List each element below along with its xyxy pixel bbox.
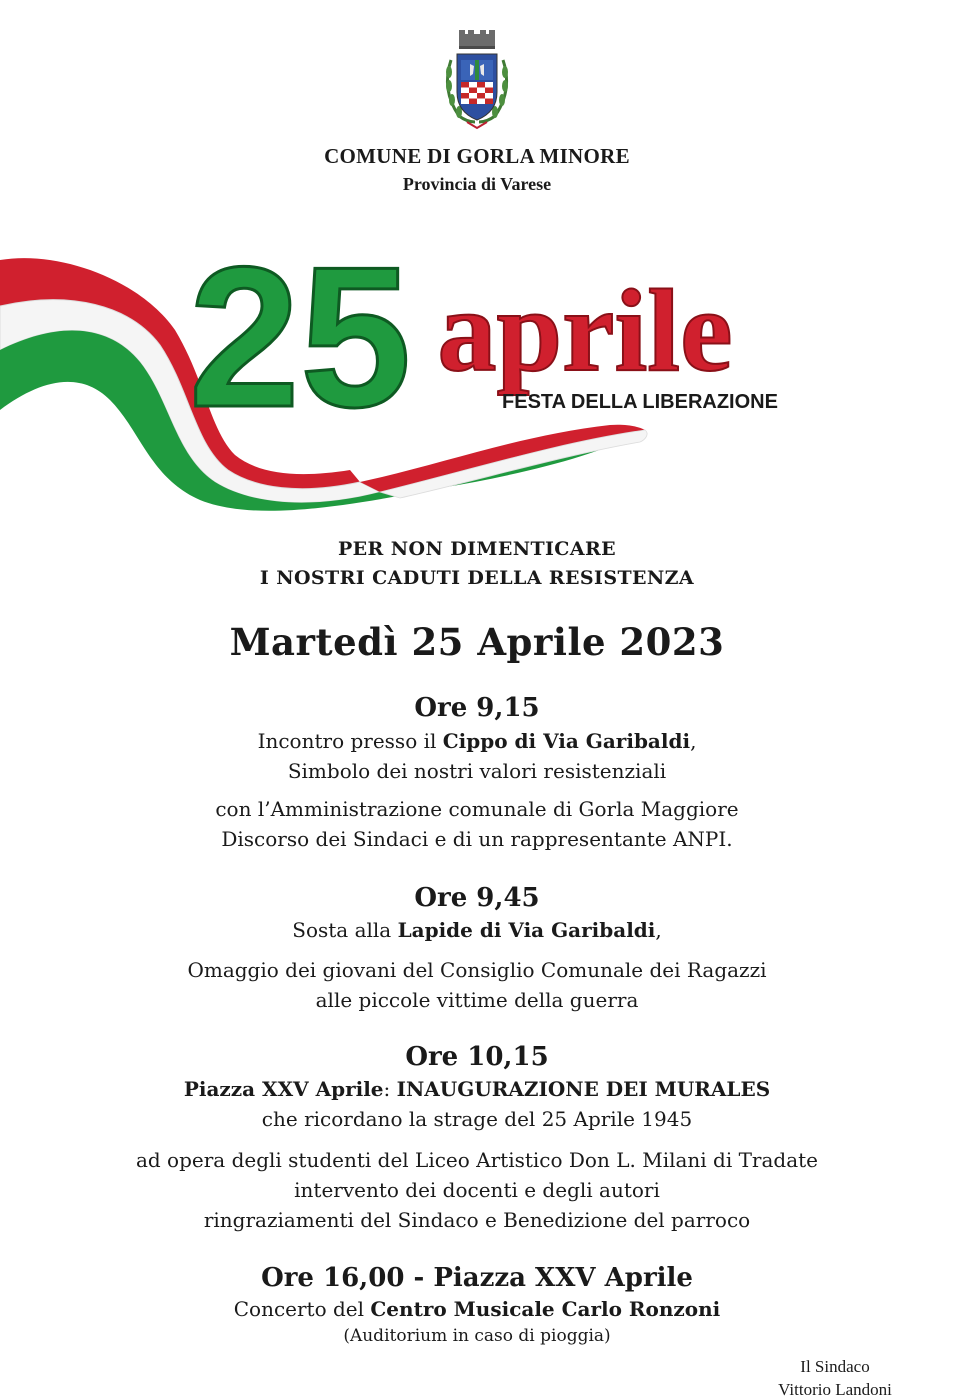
event-3-separator: : [383, 1077, 397, 1101]
event-1-time: Ore 9,15 [414, 693, 540, 723]
municipal-crest-icon [437, 30, 517, 132]
event-1-line-1-text: Incontro presso il [257, 729, 443, 753]
event-4-time: Ore 16,00 - Piazza XXV Aprile [261, 1263, 693, 1293]
event-date: Martedì 25 Aprile 2023 [229, 620, 725, 664]
event-3-line-4: intervento dei docenti e degli autori [294, 1178, 660, 1202]
event-1-line-2: Simbolo dei nostri valori resistenziali [287, 759, 667, 783]
event-1-line-3: con l’Amministrazione comunale di Gorla Maggiore [215, 797, 739, 821]
event-4-line-1 [0, 1297, 954, 1321]
event-3-headline: INAUGURAZIONE DEI MURALES [396, 1077, 771, 1101]
event-2-line-2: Omaggio dei giovani del Consiglio Comunale dei Ragazzi [187, 958, 767, 982]
event-2-line-1 [0, 918, 954, 942]
event-3-location: Piazza XXV Aprile [183, 1077, 384, 1101]
slogan-line-1: PER NON DIMENTICARE [337, 538, 617, 560]
event-1-line-4: Discorso dei Sindaci e di un rappresentante ANPI. [221, 827, 733, 851]
banner-month: aprile [437, 265, 733, 396]
event-3-line-5: ringraziamenti del Sindaco e Benedizione del parroco [203, 1208, 751, 1232]
festa-liberazione-banner [0, 220, 954, 520]
event-3-line-3: ad opera degli studenti del Liceo Artistico Don L. Milani di Tradate [135, 1148, 819, 1172]
event-2-line-1-punct: , [655, 918, 662, 942]
event-3-line-1 [0, 1077, 954, 1101]
event-1-location: Cippo di Via Garibaldi [442, 729, 691, 753]
event-4-line-2: (Auditorium in caso di pioggia) [343, 1326, 611, 1346]
slogan-line-2: I NOSTRI CADUTI DELLA RESISTENZA [259, 567, 695, 589]
signature-name: Vittorio Landoni [778, 1380, 892, 1399]
event-1-line-1 [0, 729, 954, 753]
event-2-location: Lapide di Via Garibaldi [397, 918, 656, 942]
event-2-line-3: alle piccole vittime della guerra [315, 988, 639, 1012]
banner-day-number: 25 [188, 226, 412, 449]
event-4-line-1-text: Concerto del [233, 1297, 371, 1321]
event-3-time: Ore 10,15 [405, 1042, 549, 1072]
event-1-line-1-punct: , [690, 729, 697, 753]
signature-role: Il Sindaco [800, 1357, 870, 1376]
event-4-performer: Centro Musicale Carlo Ronzoni [370, 1297, 721, 1321]
municipality-name: COMUNE DI GORLA MINORE [324, 144, 630, 168]
banner-subtitle: FESTA DELLA LIBERAZIONE [502, 391, 778, 413]
event-2-time: Ore 9,45 [414, 883, 540, 913]
province-name: Provincia di Varese [402, 174, 552, 194]
event-2-line-1-text: Sosta alla [292, 918, 398, 942]
event-3-line-2: che ricordano la strage del 25 Aprile 1945 [261, 1107, 693, 1131]
